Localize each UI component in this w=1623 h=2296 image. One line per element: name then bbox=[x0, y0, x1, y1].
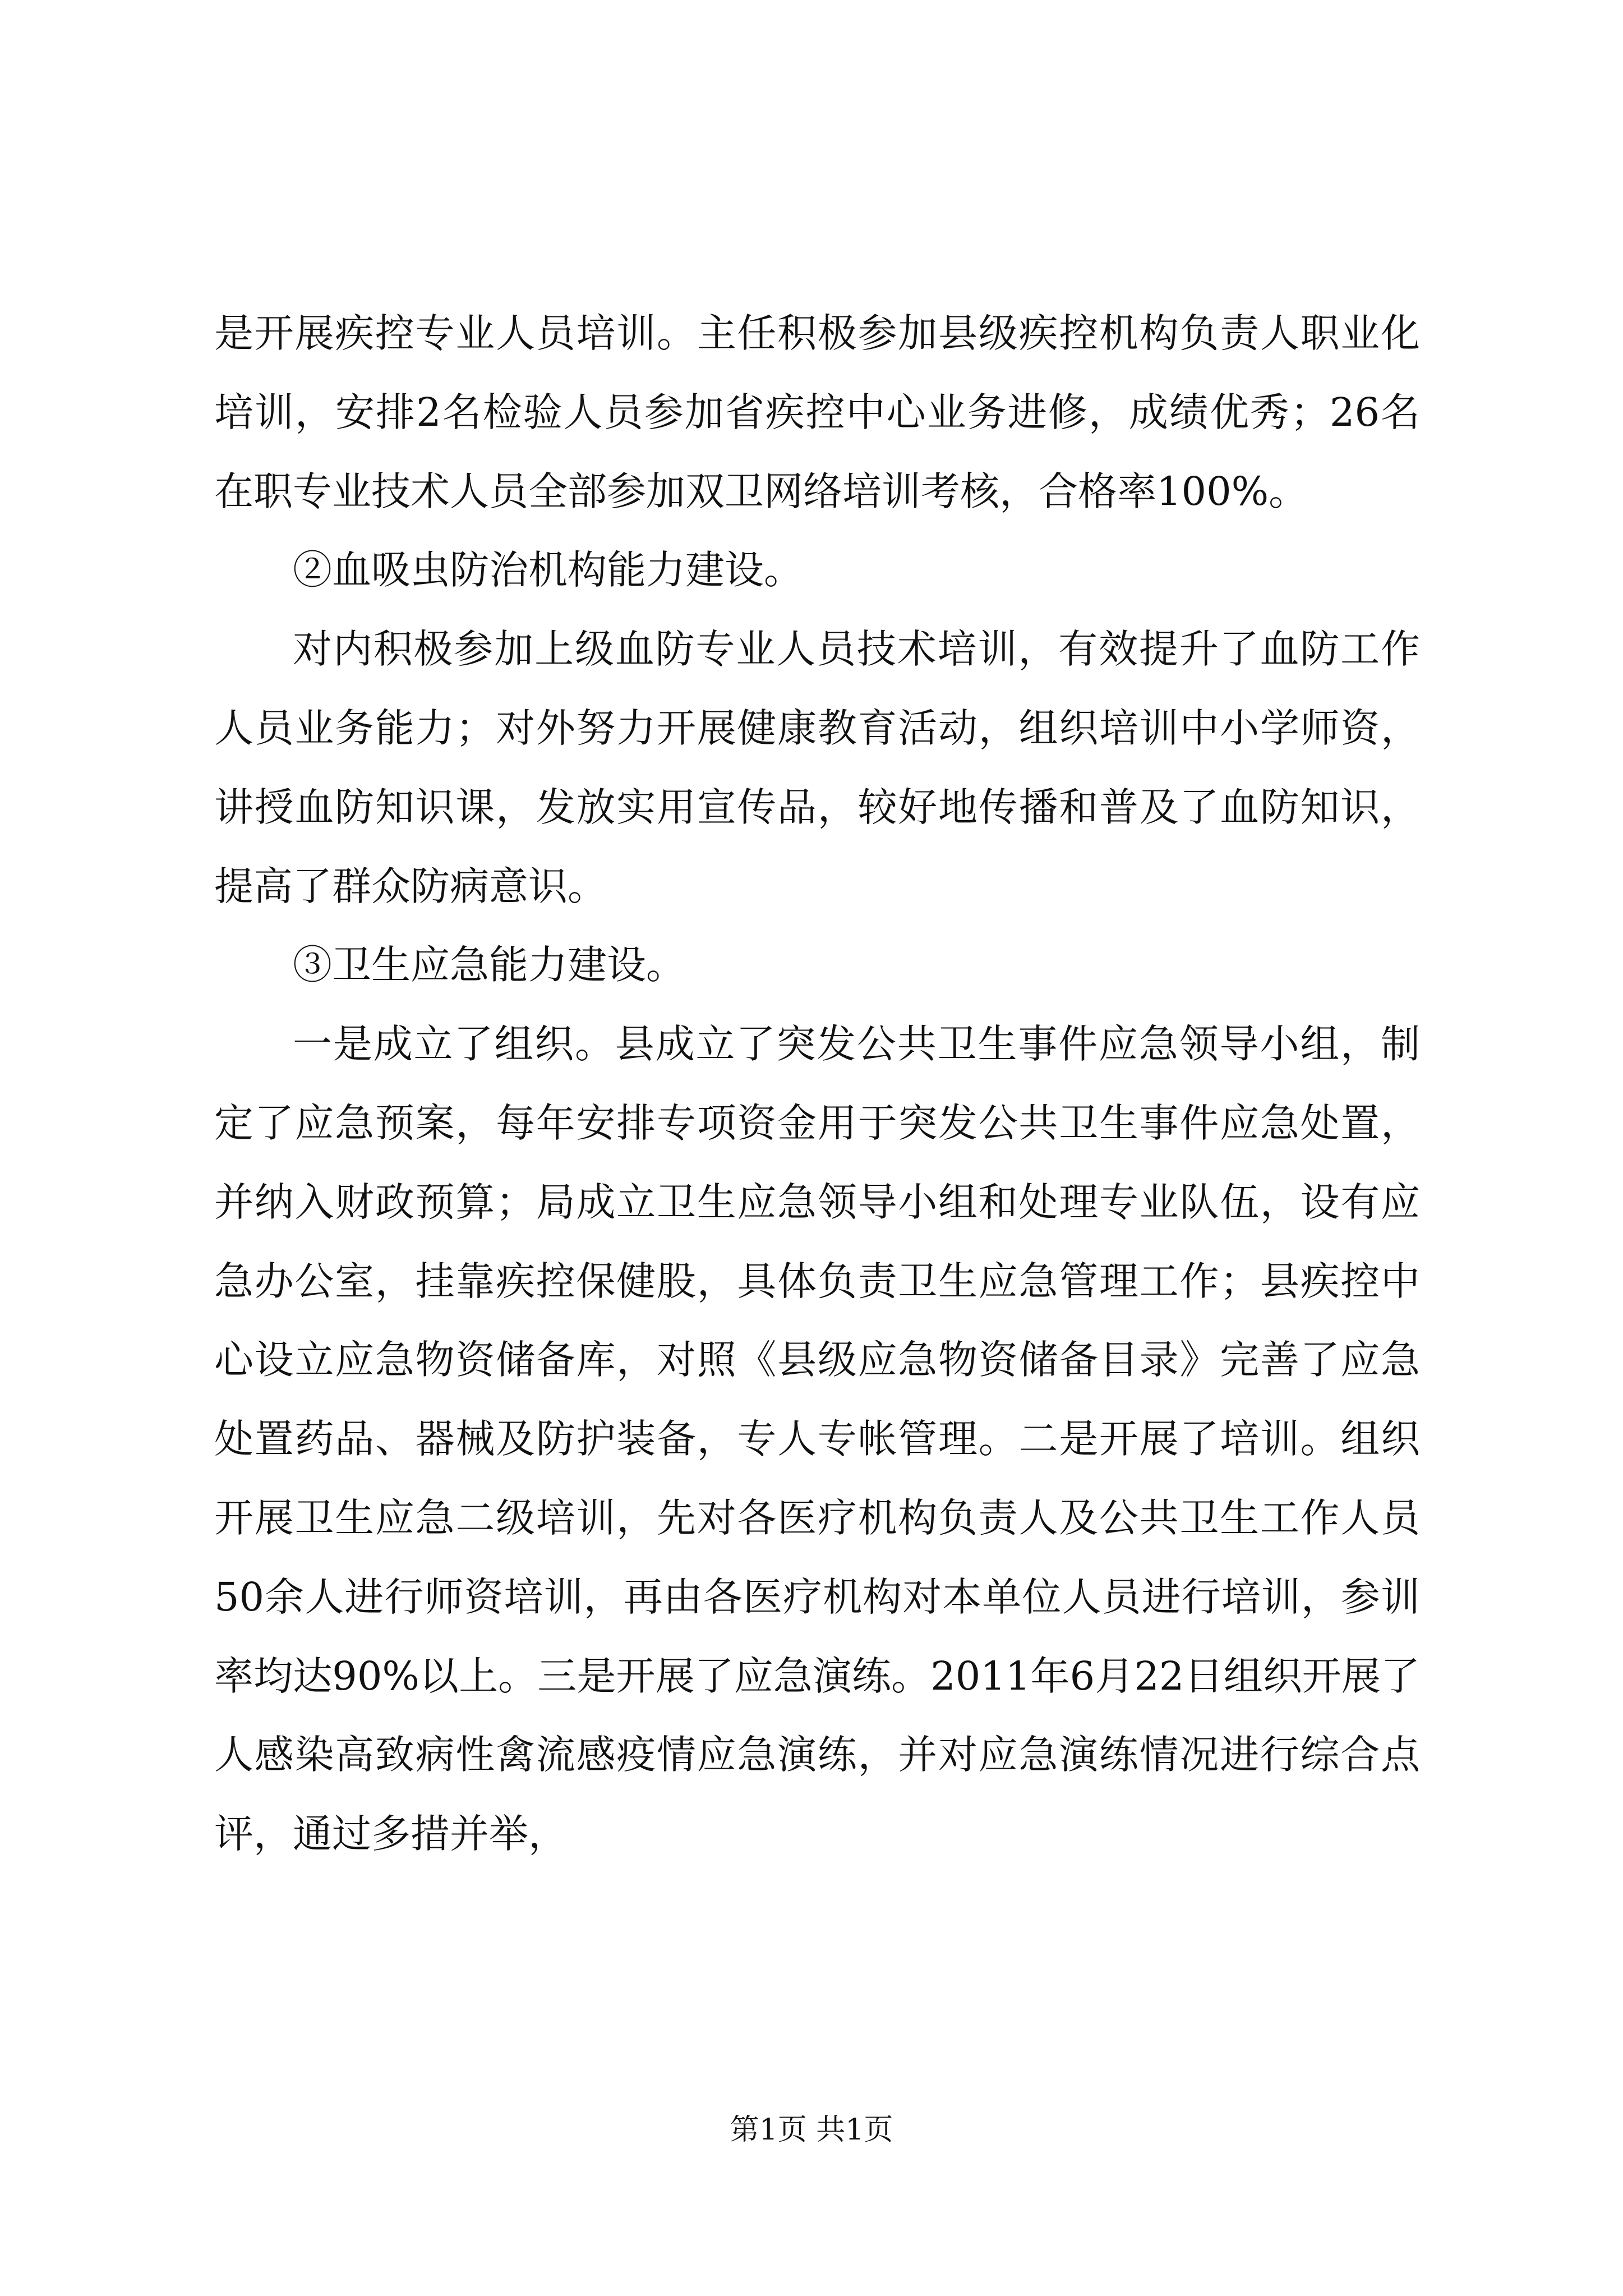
page-number-label: 第1页 共1页 bbox=[730, 2113, 893, 2147]
document-body bbox=[214, 294, 1420, 1874]
paragraph-training-continued: 是开展疾控专业人员培训。主任积极参加县级疾控机构负责人职业化培训，安排2名检验人员参加省疾控中心业务进修，成绩优秀；26名在职专业技术人员全部参加双卫网络培训考核，合格率100%。 bbox=[214, 310, 1420, 514]
heading-emergency-capacity: ③卫生应急能力建设。 bbox=[293, 942, 685, 988]
paragraph-emergency: 一是成立了组织。县成立了突发公共卫生事件应急领导小组，制定了应急预案，每年安排专项资金用于突发公共卫生事件应急处置，并纳入财政预算；局成立卫生应急领导小组和处理专业队伍，设有应急办公室，挂靠疾控保健股，具体负责卫生应急管理工作；县疾控中心设立应急物资储备库，对照《县级应急物资储备目录》完善了应急处置药品、器械及防护装备，专人专帐管理。二是开展了培训。组织开展卫生应急二级培训，先对各医疗机构负责人及公共卫生工作人员50余人进行师资培训，再由各医疗机构对本单位人员进行培训，参训率均达90%以上。三是开展了应急演练。2011年6月22日组织开展了人感染高致病性禽流感疫情应急演练，并对应急演练情况进行综合点评，通过多措并举， bbox=[214, 1021, 1420, 1857]
heading-schistosomiasis-capacity: ②血吸虫防治机构能力建设。 bbox=[293, 547, 803, 593]
paragraph-schistosomiasis: 对内积极参加上级血防专业人员技术培训，有效提升了血防工作人员业务能力；对外努力开展健康教育活动，组织培训中小学师资，讲授血防知识课，发放实用宣传品，较好地传播和普及了血防知识，提高了群众防病意识。 bbox=[214, 626, 1420, 909]
page-footer bbox=[0, 2110, 1623, 2150]
